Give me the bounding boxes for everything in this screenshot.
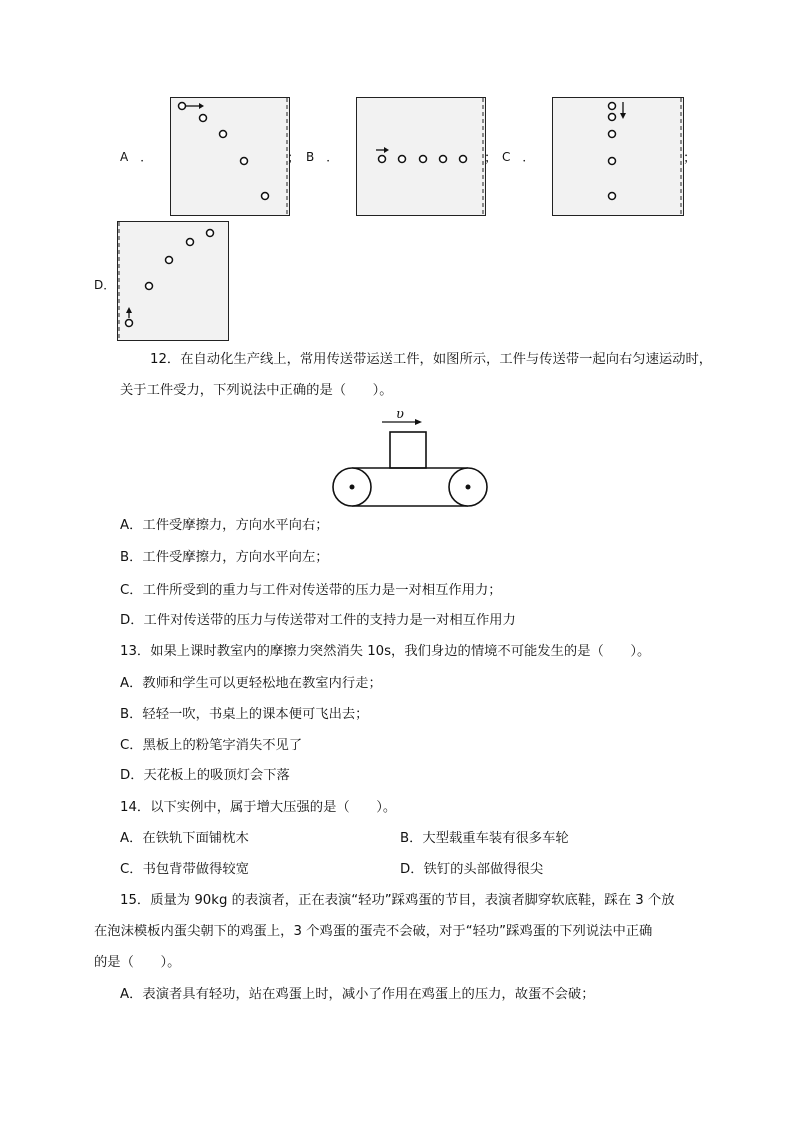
separator: ； bbox=[484, 151, 498, 166]
option-a-label: A ． bbox=[120, 150, 153, 164]
q13-option-b: B．轻轻一吹，书桌上的课本便可飞出去； bbox=[120, 707, 369, 722]
q13-option-a: A．教师和学生可以更轻松地在教室内行走； bbox=[120, 676, 382, 691]
q14-option-b: B．大型载重车装有很多车轮 bbox=[400, 831, 569, 846]
conveyor-belt-svg bbox=[330, 404, 490, 510]
separator: ； bbox=[287, 151, 301, 166]
figure-b-svg bbox=[357, 98, 484, 214]
q12-stem-line2: 关于工件受力，下列说法中正确的是（ ）。 bbox=[120, 383, 393, 398]
q14-stem: 14．以下实例中，属于增大压强的是（ ）。 bbox=[120, 800, 397, 815]
figure-a-svg bbox=[171, 98, 288, 214]
q15-stem-line2: 在泡沫模板内蛋尖朝下的鸡蛋上，3 个鸡蛋的蛋壳不会破，对于“轻功”踩鸡蛋的下列说法中正确 bbox=[94, 924, 653, 939]
q15-stem-line3: 的是（ ）。 bbox=[94, 955, 181, 970]
q13-option-d: D．天花板上的吸顶灯会下落 bbox=[120, 768, 290, 783]
q14-option-a: A．在铁轨下面铺枕木 bbox=[120, 831, 249, 846]
q13-stem: 13．如果上课时教室内的摩擦力突然消失 10s，我们身边的情境不可能发生的是（ ）。 bbox=[120, 644, 651, 659]
figure-option-c bbox=[552, 97, 684, 216]
figure-option-d bbox=[117, 221, 229, 341]
option-d-label: D． bbox=[94, 278, 116, 292]
q12-option-d: D．工件对传送带的压力与传送带对工件的支持力是一对相互作用力 bbox=[120, 613, 516, 628]
separator: ； bbox=[683, 151, 697, 166]
q15-stem-line1: 15．质量为 90kg 的表演者，正在表演“轻功”踩鸡蛋的节目，表演者脚穿软底鞋，踩在 3 个放 bbox=[120, 893, 675, 908]
q14-option-d: D．铁钉的头部做得很尖 bbox=[400, 862, 544, 877]
q12-option-b: B．工件受摩擦力，方向水平向左； bbox=[120, 550, 329, 565]
q12-option-a: A．工件受摩擦力，方向水平向右； bbox=[120, 518, 329, 533]
figure-option-a bbox=[170, 97, 290, 216]
q12-option-c: C．工件所受到的重力与工件对传送带的压力是一对相互作用力； bbox=[120, 583, 502, 598]
q15-option-a: A．表演者具有轻功，站在鸡蛋上时，减小了作用在鸡蛋上的压力，故蛋不会破； bbox=[120, 987, 595, 1002]
workpiece-block bbox=[390, 432, 426, 468]
figure-d-svg bbox=[118, 222, 227, 339]
q13-option-c: C．黑板上的粉笔字消失不见了 bbox=[120, 738, 303, 753]
option-c-label: C ． bbox=[502, 150, 535, 164]
option-b-label: B ． bbox=[306, 150, 339, 164]
figure-option-b bbox=[356, 97, 486, 216]
velocity-label: υ bbox=[396, 407, 404, 422]
figure-c-svg bbox=[553, 98, 682, 214]
q12-stem-line1: 12．在自动化生产线上，常用传送带运送工件，如图所示，工件与传送带一起向右匀速运动时， bbox=[150, 352, 713, 367]
conveyor-belt-figure bbox=[330, 404, 490, 510]
q14-option-c: C．书包背带做得较宽 bbox=[120, 862, 249, 877]
